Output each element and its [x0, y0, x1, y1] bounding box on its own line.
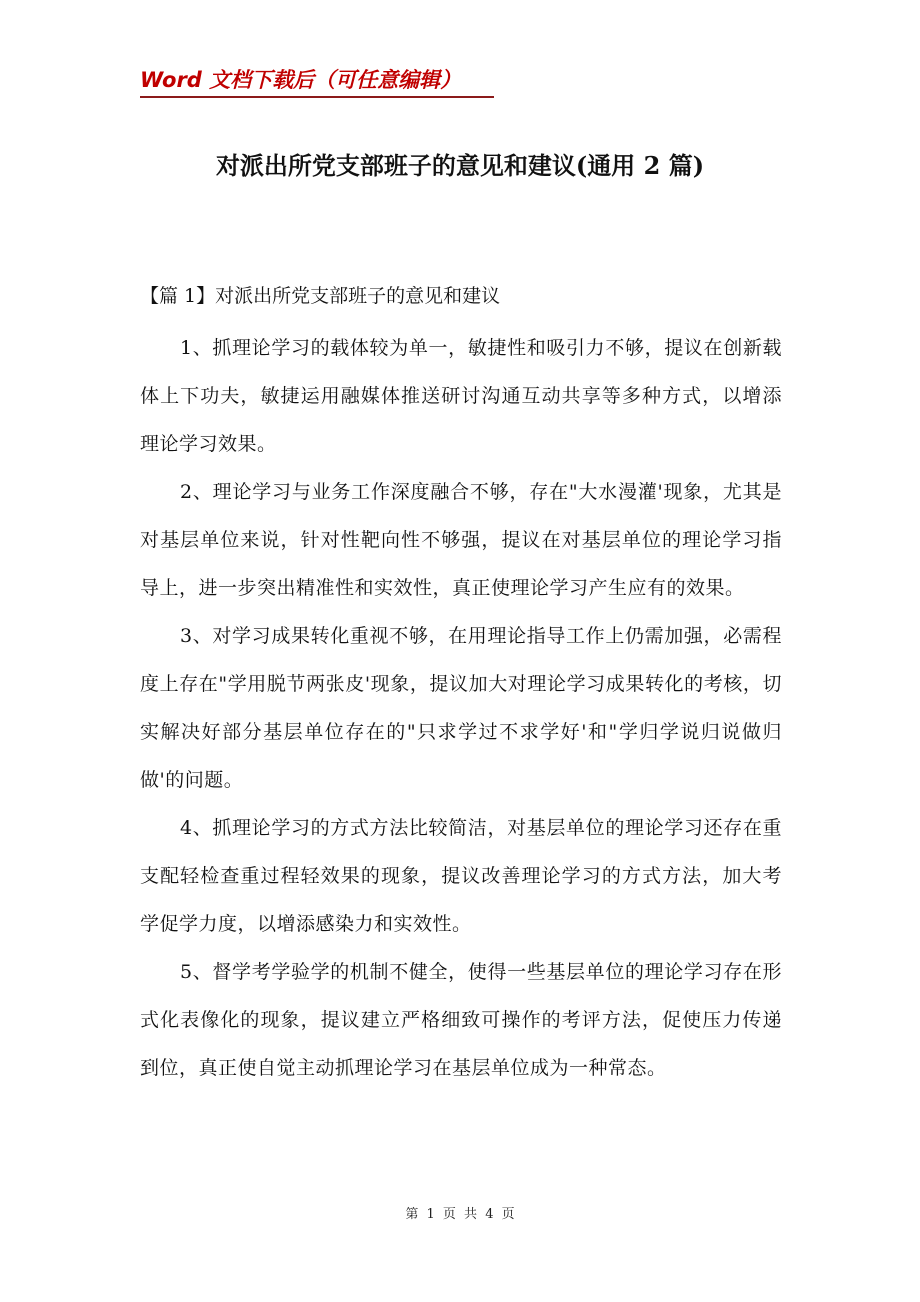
paragraph-3: 3、对学习成果转化重视不够，在用理论指导工作上仍需加强，必需程度上存在"学用脱节两张皮'现象，提议加大对理论学习成果转化的考核，切实解决好部分基层单位存在的"只求学过不求学好'和"学归学说归说做归做'的问题。: [140, 625, 782, 791]
download-banner: [140, 64, 494, 98]
paragraph-4: 4、抓理论学习的方式方法比较简洁，对基层单位的理论学习还存在重支配轻检查重过程轻效果的现象，提议改善理论学习的方式方法，加大考学促学力度，以增添感染力和实效性。: [140, 817, 782, 935]
document-body: [140, 324, 782, 1092]
document-title: 对派出所党支部班子的意见和建议(通用 2 篇): [215, 151, 705, 180]
banner-text: Word 文档下载后（可任意编辑）: [140, 68, 462, 92]
section-heading: 【篇 1】对派出所党支部班子的意见和建议: [140, 285, 501, 307]
page-indicator: 第 1 页 共 4 页: [405, 1207, 515, 1222]
paragraph-5: 5、督学考学验学的机制不健全，使得一些基层单位的理论学习存在形式化表像化的现象，提议建立严格细致可操作的考评方法，促使压力传递到位，真正使自觉主动抓理论学习在基层单位成为一种常态。: [140, 961, 782, 1079]
paragraph-1: 1、抓理论学习的载体较为单一，敏捷性和吸引力不够，提议在创新载体上下功夫，敏捷运用融媒体推送研讨沟通互动共享等多种方式，以增添理论学习效果。: [140, 337, 782, 455]
paragraph-2: 2、理论学习与业务工作深度融合不够，存在"大水漫灌'现象，尤其是对基层单位来说，针对性靶向性不够强，提议在对基层单位的理论学习指导上，进一步突出精准性和实效性，真正使理论学习产生应有的效果。: [140, 481, 782, 599]
